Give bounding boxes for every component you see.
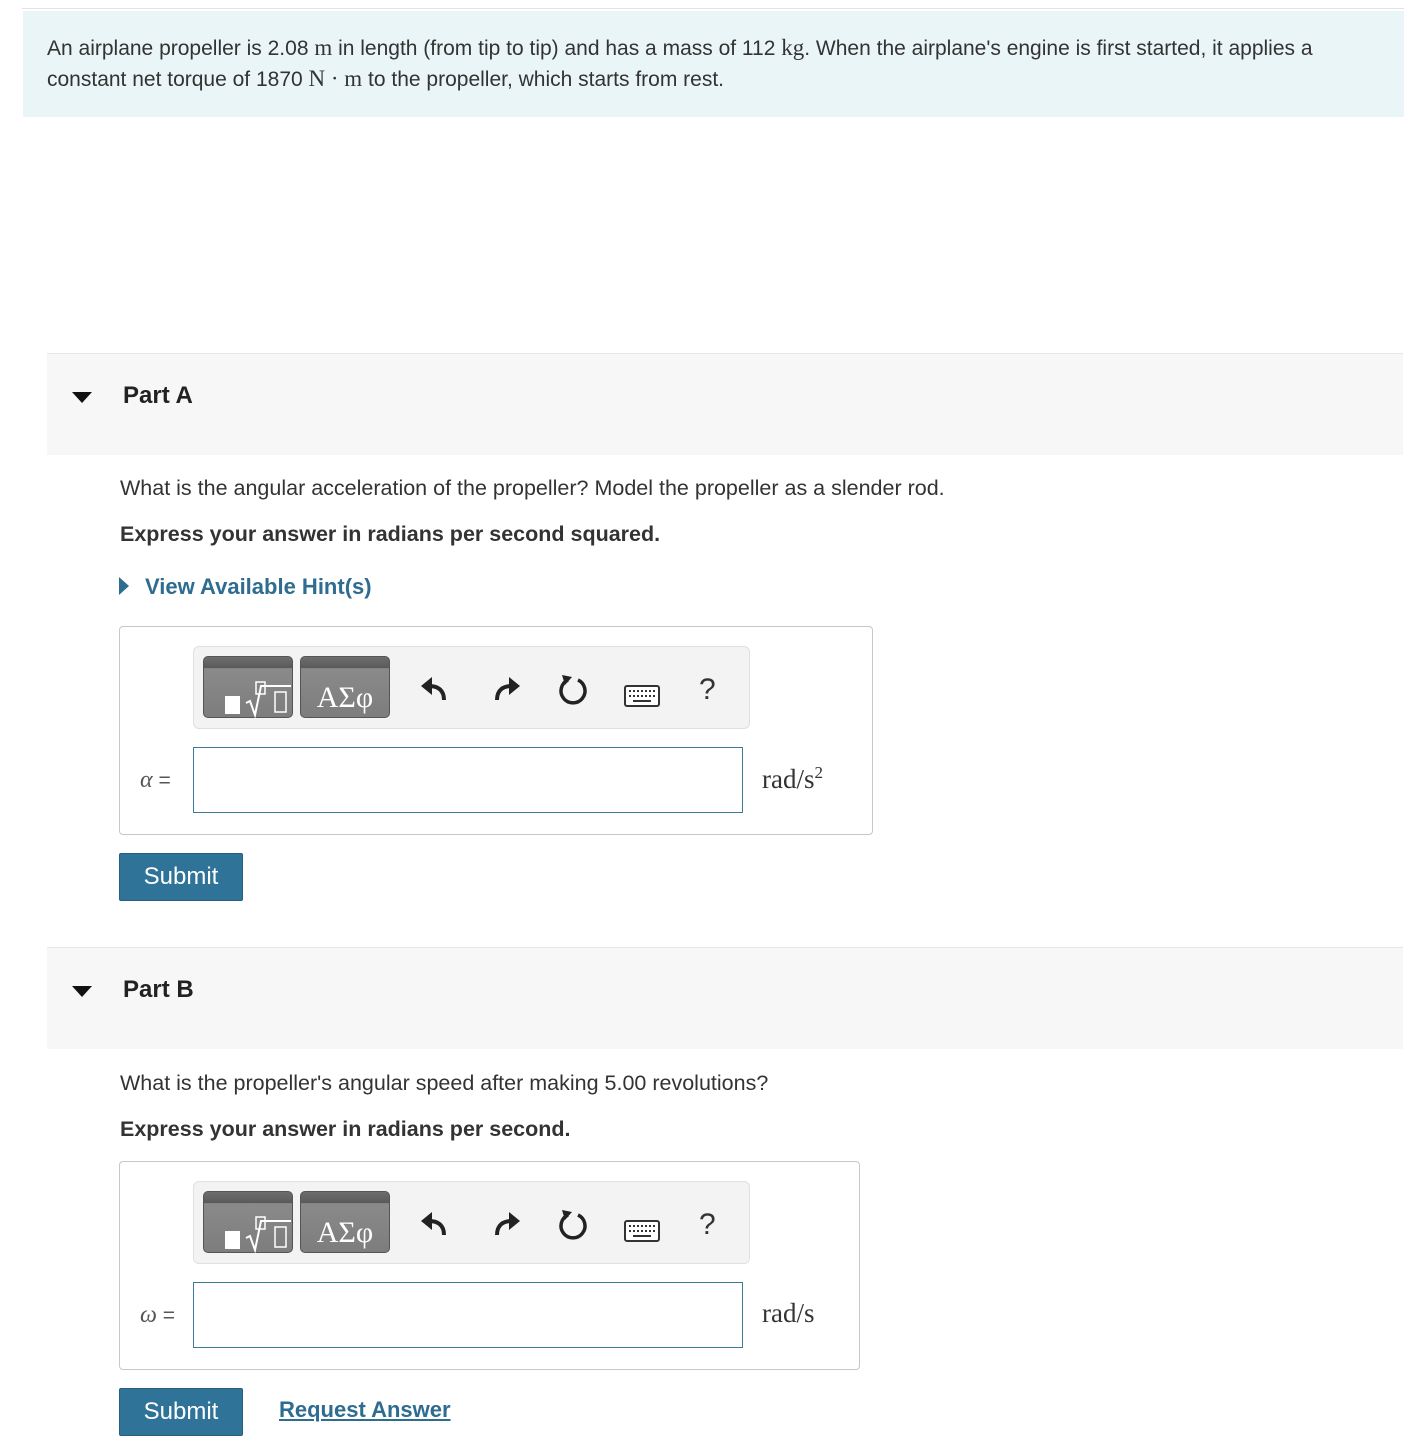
keyboard-keys-icon	[626, 687, 658, 705]
math-toolbar	[193, 646, 750, 729]
part-a-unit-base: rad/s	[762, 764, 815, 794]
fraction-root-icon	[204, 657, 294, 719]
part-b-submit-button[interactable]: Submit	[119, 1388, 243, 1436]
redo-icon[interactable]	[489, 673, 523, 707]
part-a-header[interactable]	[47, 353, 1403, 455]
greek-symbols-button[interactable]	[300, 656, 390, 718]
greek-symbols-button[interactable]	[300, 1191, 390, 1253]
alpha-symbol: α	[140, 767, 153, 793]
part-a-submit-button[interactable]: Submit	[119, 853, 243, 901]
part-b-title: Part B	[123, 976, 194, 1003]
omega-label	[140, 1302, 175, 1329]
templates-button[interactable]	[203, 1191, 293, 1253]
part-a-unit	[762, 763, 823, 795]
omega-answer-input[interactable]	[193, 1282, 743, 1348]
collapse-triangle-icon[interactable]	[72, 986, 92, 997]
unit-newton-meter: N · m	[308, 66, 363, 91]
part-b-instruction: Express your answer in radians per second.	[120, 1117, 571, 1141]
help-icon[interactable]: ?	[699, 1208, 716, 1241]
reset-icon[interactable]	[556, 673, 590, 707]
alpha-label	[140, 767, 171, 794]
expand-arrow-icon	[119, 577, 129, 595]
keyboard-keys-icon	[626, 1222, 658, 1240]
fraction-root-icon	[204, 1192, 294, 1254]
part-a-instruction: Express your answer in radians per second squared.	[120, 522, 661, 546]
collapse-triangle-icon[interactable]	[72, 392, 92, 403]
part-b-unit: rad/s	[762, 1298, 815, 1328]
reset-icon[interactable]	[556, 1208, 590, 1242]
part-a-answer-box	[119, 626, 873, 835]
alpha-answer-input[interactable]	[193, 747, 743, 813]
greek-symbols-label: ΑΣφ	[316, 1216, 374, 1249]
omega-symbol: ω	[140, 1302, 157, 1328]
alpha-equals: =	[152, 769, 171, 792]
keyboard-icon[interactable]	[624, 685, 660, 707]
redo-icon[interactable]	[489, 1208, 523, 1242]
templates-button[interactable]	[203, 656, 293, 718]
unit-kg: kg	[781, 35, 805, 60]
undo-icon[interactable]	[418, 673, 452, 707]
top-divider	[22, 8, 1404, 9]
part-a-title: Part A	[123, 382, 193, 409]
problem-text-3: . When the airplane's engine is first started, it applies a constant net torque of 1870	[47, 37, 1313, 91]
problem-text-2: in length (from tip to tip) and has a mass of 112	[332, 37, 782, 60]
view-hints-label: View Available Hint(s)	[145, 574, 372, 599]
greek-symbols-label: ΑΣφ	[316, 681, 374, 714]
math-toolbar	[193, 1181, 750, 1264]
keyboard-icon[interactable]	[624, 1220, 660, 1242]
omega-equals: =	[156, 1304, 176, 1327]
unit-meter: m	[314, 35, 333, 60]
part-a-unit-exponent: 2	[814, 763, 823, 782]
undo-icon[interactable]	[418, 1208, 452, 1242]
part-b-header[interactable]	[47, 947, 1403, 1049]
help-icon[interactable]: ?	[699, 673, 716, 706]
problem-text-4: to the propeller, which starts from rest.	[362, 68, 725, 91]
part-a-question: What is the angular acceleration of the propeller? Model the propeller as a slender rod.	[120, 476, 945, 500]
part-b-question: What is the propeller's angular speed after making 5.00 revolutions?	[120, 1071, 769, 1095]
part-b-answer-box	[119, 1161, 860, 1370]
view-hints-link[interactable]	[119, 574, 372, 600]
problem-statement	[23, 11, 1404, 117]
request-answer-link[interactable]: Request Answer	[279, 1397, 451, 1422]
problem-text-1: An airplane propeller is 2.08	[47, 37, 315, 60]
